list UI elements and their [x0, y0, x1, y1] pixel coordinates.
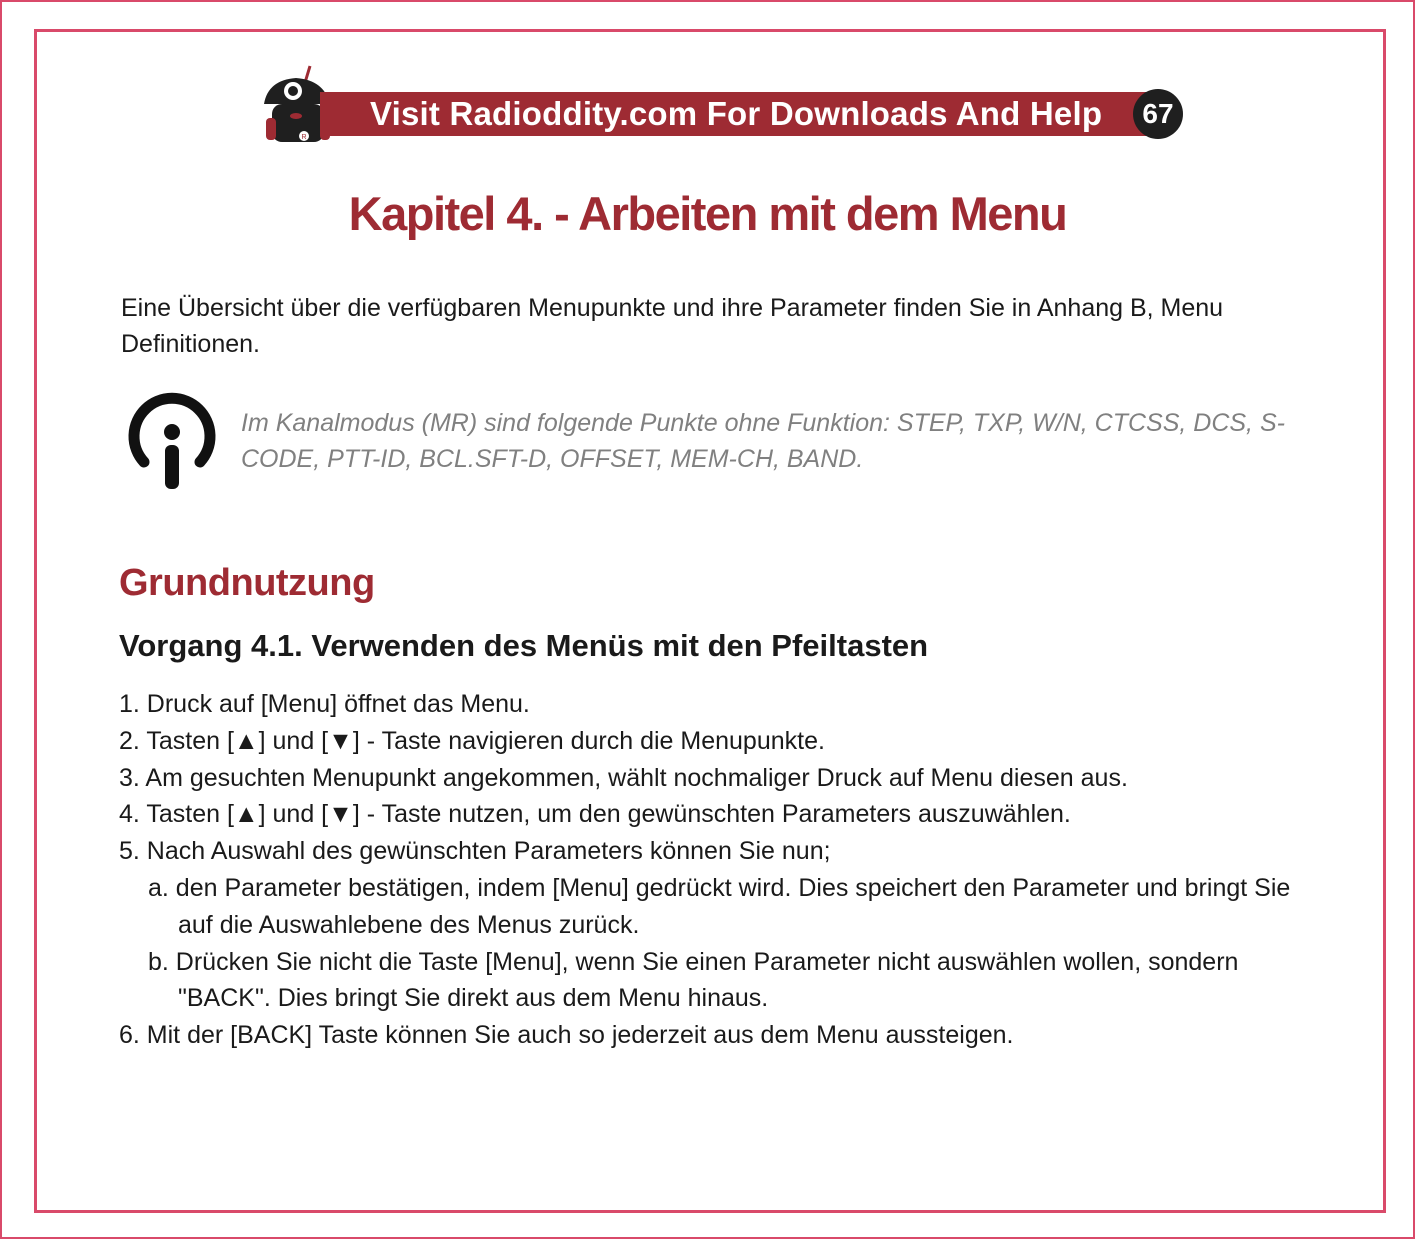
- page-title: Kapitel 4. - Arbeiten mit dem Menu: [348, 187, 1067, 240]
- svg-text:R: R: [301, 134, 307, 141]
- list-item: 5. Nach Auswahl des gewünschten Parameters können Sie nun;: [119, 837, 831, 866]
- header-banner[interactable]: [258, 60, 1188, 150]
- note-text: Im Kanalmodus (MR) sind folgende Punkte ohne Funktion: STEP, TXP, W/N, CTCSS, DCS, S-CODE, PTT-ID, BCL.SFT-D, OFFSET, MEM-CH, BAND.: [241, 409, 1285, 473]
- list-item: 2. Tasten [▲] und [▼] - Taste navigieren durch die Menupunkte.: [119, 726, 825, 755]
- steps-list: [119, 686, 1319, 1054]
- section-heading: Grundnutzung: [119, 562, 375, 604]
- banner-link-text[interactable]: Visit Radioddity.com For Downloads And Help: [370, 95, 1103, 132]
- list-item: b. Drücken Sie nicht die Taste [Menu], wenn Sie einen Parameter nicht auswählen wollen, sondern "BACK". Dies bringt Sie direkt aus dem Menu hinaus.: [148, 947, 1239, 1013]
- list-item: 4. Tasten [▲] und [▼] - Taste nutzen, um den gewünschten Parameters auszuwählen.: [119, 800, 1071, 829]
- list-item: a. den Parameter bestätigen, indem [Menu] gedrückt wird. Dies speichert den Parameter und bringt Sie auf die Auswahlebene des Menus zurück.: [148, 873, 1291, 939]
- list-item: 3. Am gesuchten Menupunkt angekommen, wählt nochmaliger Druck auf Menu diesen aus.: [119, 763, 1128, 792]
- intro-paragraph: Eine Übersicht über die verfügbaren Menupunkte und ihre Parameter finden Sie in Anhang B, Menu Definitionen.: [121, 294, 1224, 358]
- substeps-list: [119, 870, 1319, 1017]
- list-item: 6. Mit der [BACK] Taste können Sie auch so jederzeit aus dem Menu aussteigen.: [119, 1021, 1014, 1050]
- substeps-container: [119, 870, 1319, 1017]
- info-icon: [126, 388, 218, 492]
- list-item: 1. Druck auf [Menu] öffnet das Menu.: [119, 690, 530, 718]
- procedure-heading: Vorgang 4.1. Verwenden des Menüs mit den Pfeiltasten: [119, 628, 929, 663]
- page-number-badge: 67: [1133, 89, 1183, 139]
